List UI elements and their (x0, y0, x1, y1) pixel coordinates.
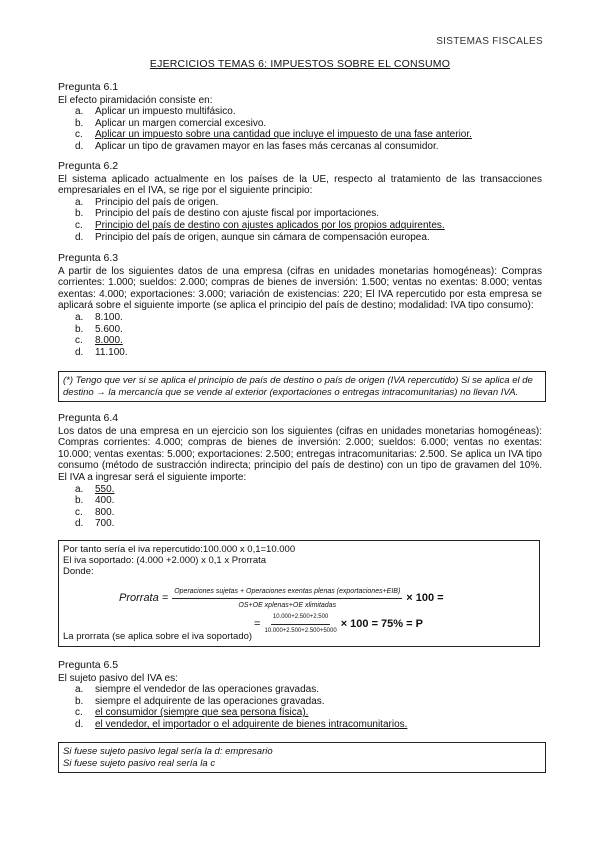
option-text: Aplicar un margen comercial excesivo. (95, 117, 267, 129)
question-title: Pregunta 6.2 (58, 160, 119, 172)
prorrata-label: Prorrata = (119, 592, 169, 605)
option-text: el vendedor, el importador o el adquirente de bienes intracomunitarios. (95, 718, 408, 730)
fraction-numerator: Operaciones sujetas + Operaciones exentas plenas (exportaciones+EIB) (172, 586, 402, 599)
option-letter: a. (75, 684, 84, 696)
options-list (58, 484, 542, 530)
solution-line: Donde: (63, 566, 94, 577)
option-a-correct (58, 484, 542, 496)
question-text (58, 426, 542, 484)
question-title: Pregunta 6.3 (58, 252, 119, 264)
option-text: 5.600. (95, 323, 123, 335)
option-d (58, 347, 542, 359)
note-line: Si fuese sujeto pasivo legal sería la d: empresario (63, 746, 273, 757)
solution-footer: La prorrata (se aplica sobre el iva soportado) (63, 631, 253, 642)
formula-fraction (172, 586, 402, 611)
option-text: 11.100. (95, 346, 128, 358)
option-text: 8.100. (95, 311, 123, 323)
option-a (58, 106, 542, 118)
option-c-correct (58, 335, 542, 347)
option-text: 700. (95, 518, 115, 530)
option-b (58, 324, 542, 336)
option-b (58, 696, 542, 708)
question-text: El efecto piramidación consiste en: (58, 94, 213, 106)
option-text: siempre el vendedor de las operaciones gravadas. (95, 684, 320, 696)
option-letter: d. (75, 518, 84, 530)
option-letter: c. (75, 506, 83, 518)
option-text: Aplicar un impuesto sobre una cantidad que incluye el impuesto de una fase anterior. (95, 129, 472, 141)
option-letter: a. (75, 483, 84, 495)
options-list (58, 106, 542, 152)
option-a (58, 684, 542, 696)
page-title: EJERCICIOS TEMAS 6: IMPUESTOS SOBRE EL CONSUMO (149, 58, 451, 70)
question-text: El sujeto pasivo del IVA es: (58, 672, 178, 684)
options-list (58, 197, 542, 243)
formula-fraction (264, 612, 336, 637)
question-title: Pregunta 6.4 (58, 412, 119, 424)
option-d (58, 141, 542, 153)
solution-line: El iva soportado: (4.000 +2.000) x 0,1 x Prorrata (63, 555, 267, 566)
option-c (58, 707, 542, 719)
question-title: Pregunta 6.1 (58, 81, 119, 93)
question-text: El sistema aplicado actualmente en los países de la UE, respecto al tratamiento de las transacciones empresariales en el IVA, se rige por el siguiente principio: (58, 173, 542, 197)
option-c-correct (58, 220, 542, 232)
question-6-3 (58, 253, 542, 358)
option-letter: c. (75, 707, 83, 719)
option-text: 800. (95, 506, 115, 518)
option-text: Principio del país de destino con ajuste fiscal por importaciones. (95, 208, 380, 220)
option-letter: c. (75, 129, 83, 141)
formula-equals: = (254, 618, 261, 631)
formula-result: × 100 = 75% = P (340, 618, 423, 631)
option-text: Aplicar un tipo de gravamen mayor en las fases más cercanas al consumidor. (95, 140, 439, 152)
option-text: Principio del país de destino con ajustes aplicados por los propios adquirentes. (95, 219, 445, 231)
option-text: 400. (95, 495, 115, 507)
option-a (58, 197, 542, 209)
option-text: el consumidor (siempre que sea persona física). (95, 707, 309, 719)
option-letter: c. (75, 335, 83, 347)
option-letter: d. (75, 718, 84, 730)
fraction-denominator: 10.000+2.500+2.500+5000 (264, 628, 337, 635)
option-text: Principio del país de origen. (95, 196, 219, 208)
option-b (58, 208, 542, 220)
option-text: siempre el adquirente de las operaciones gravadas. (95, 695, 325, 707)
options-list (58, 312, 542, 358)
option-letter: b. (75, 117, 84, 129)
prorrata-result (254, 612, 423, 637)
option-b (58, 495, 542, 507)
formula-times-100: × 100 = (406, 592, 444, 605)
question-text-part: 10%. El IVA a ingresar será el siguiente importe: (58, 460, 543, 483)
note-box-6-3: (*) Tengo que ver si se aplica el principio de país de destino o país de origen (IVA repercutido) Si se aplica el de destino → la mercancía que se vende al exterior (exportaciones o entregas intracomunitarias) no llevan IVA. (58, 371, 546, 402)
option-letter: d. (75, 231, 84, 243)
option-text: Aplicar un impuesto multifásico. (95, 106, 236, 118)
option-letter: b. (75, 208, 84, 220)
solution-box-6-4 (58, 540, 540, 647)
options-list (58, 684, 542, 730)
question-title: Pregunta 6.5 (58, 659, 119, 671)
option-letter: b. (75, 323, 84, 335)
option-letter: b. (75, 695, 84, 707)
question-6-1 (58, 82, 542, 153)
question-6-5 (58, 660, 542, 731)
question-6-2 (58, 161, 542, 243)
option-d (58, 232, 542, 244)
question-6-4 (58, 413, 542, 530)
option-c-correct (58, 129, 542, 141)
prorrata-formula (119, 586, 444, 611)
note-line: Si fuese sujeto pasivo real sería la c (63, 757, 216, 769)
option-letter: a. (75, 106, 84, 118)
fraction-denominator: OS+OE xplenas+OE xlimitadas (238, 602, 337, 610)
option-d (58, 518, 542, 530)
note-box-6-5 (58, 742, 546, 773)
option-letter: d. (75, 140, 84, 152)
option-a (58, 312, 542, 324)
solution-line: Por tanto sería el iva repercutido:100.000 x 0,1=10.000 (63, 544, 296, 555)
fraction-numerator: 10.000+2.500+2.500 (271, 612, 330, 625)
option-text: 8.000. (95, 335, 123, 347)
option-b (58, 118, 542, 130)
option-c (58, 507, 542, 519)
question-text-part: Los datos de una empresa en un ejercicio son los siguientes (cifras en unidades monetarias homogéneas): Compras corrientes: 4.000; compras de bienes de inversión: 2.000; sueldos: 6.000; ventas no exentas: 10.000; ventas exentas: 5.000; exportaciones: 2.500; entregas intracomunitarias: 2.500. Se aplica un IVA tipo consumo (método de sustracción indirecta; principio del país de destino) con un tipo de gravamen del (58, 425, 542, 472)
header-subject: SISTEMAS FISCALES (436, 36, 543, 47)
option-letter: d. (75, 346, 84, 358)
option-letter: a. (75, 196, 84, 208)
question-text: A partir de los siguientes datos de una empresa (cifras en unidades monetarias homogéneas): Compras corrientes: 1.000; sueldos: 2.000; compras de bienes de inversión: 1.500; ventas no exentas: 8.000; ventas exentas: 4.000; exportaciones: 3.000; variación de existencias: 220; El IVA repercutido por esta empresa se aplicará sobre el siguiente importe (se aplica el principio del país de destino; modalidad: IVA tipo consumo): (58, 265, 542, 312)
option-text: Principio del país de origen, aunque sin cámara de compensación europea. (95, 231, 430, 243)
option-letter: c. (75, 219, 83, 231)
option-letter: a. (75, 311, 84, 323)
option-text: 550. (95, 483, 115, 495)
option-d (58, 719, 542, 731)
option-letter: b. (75, 495, 84, 507)
